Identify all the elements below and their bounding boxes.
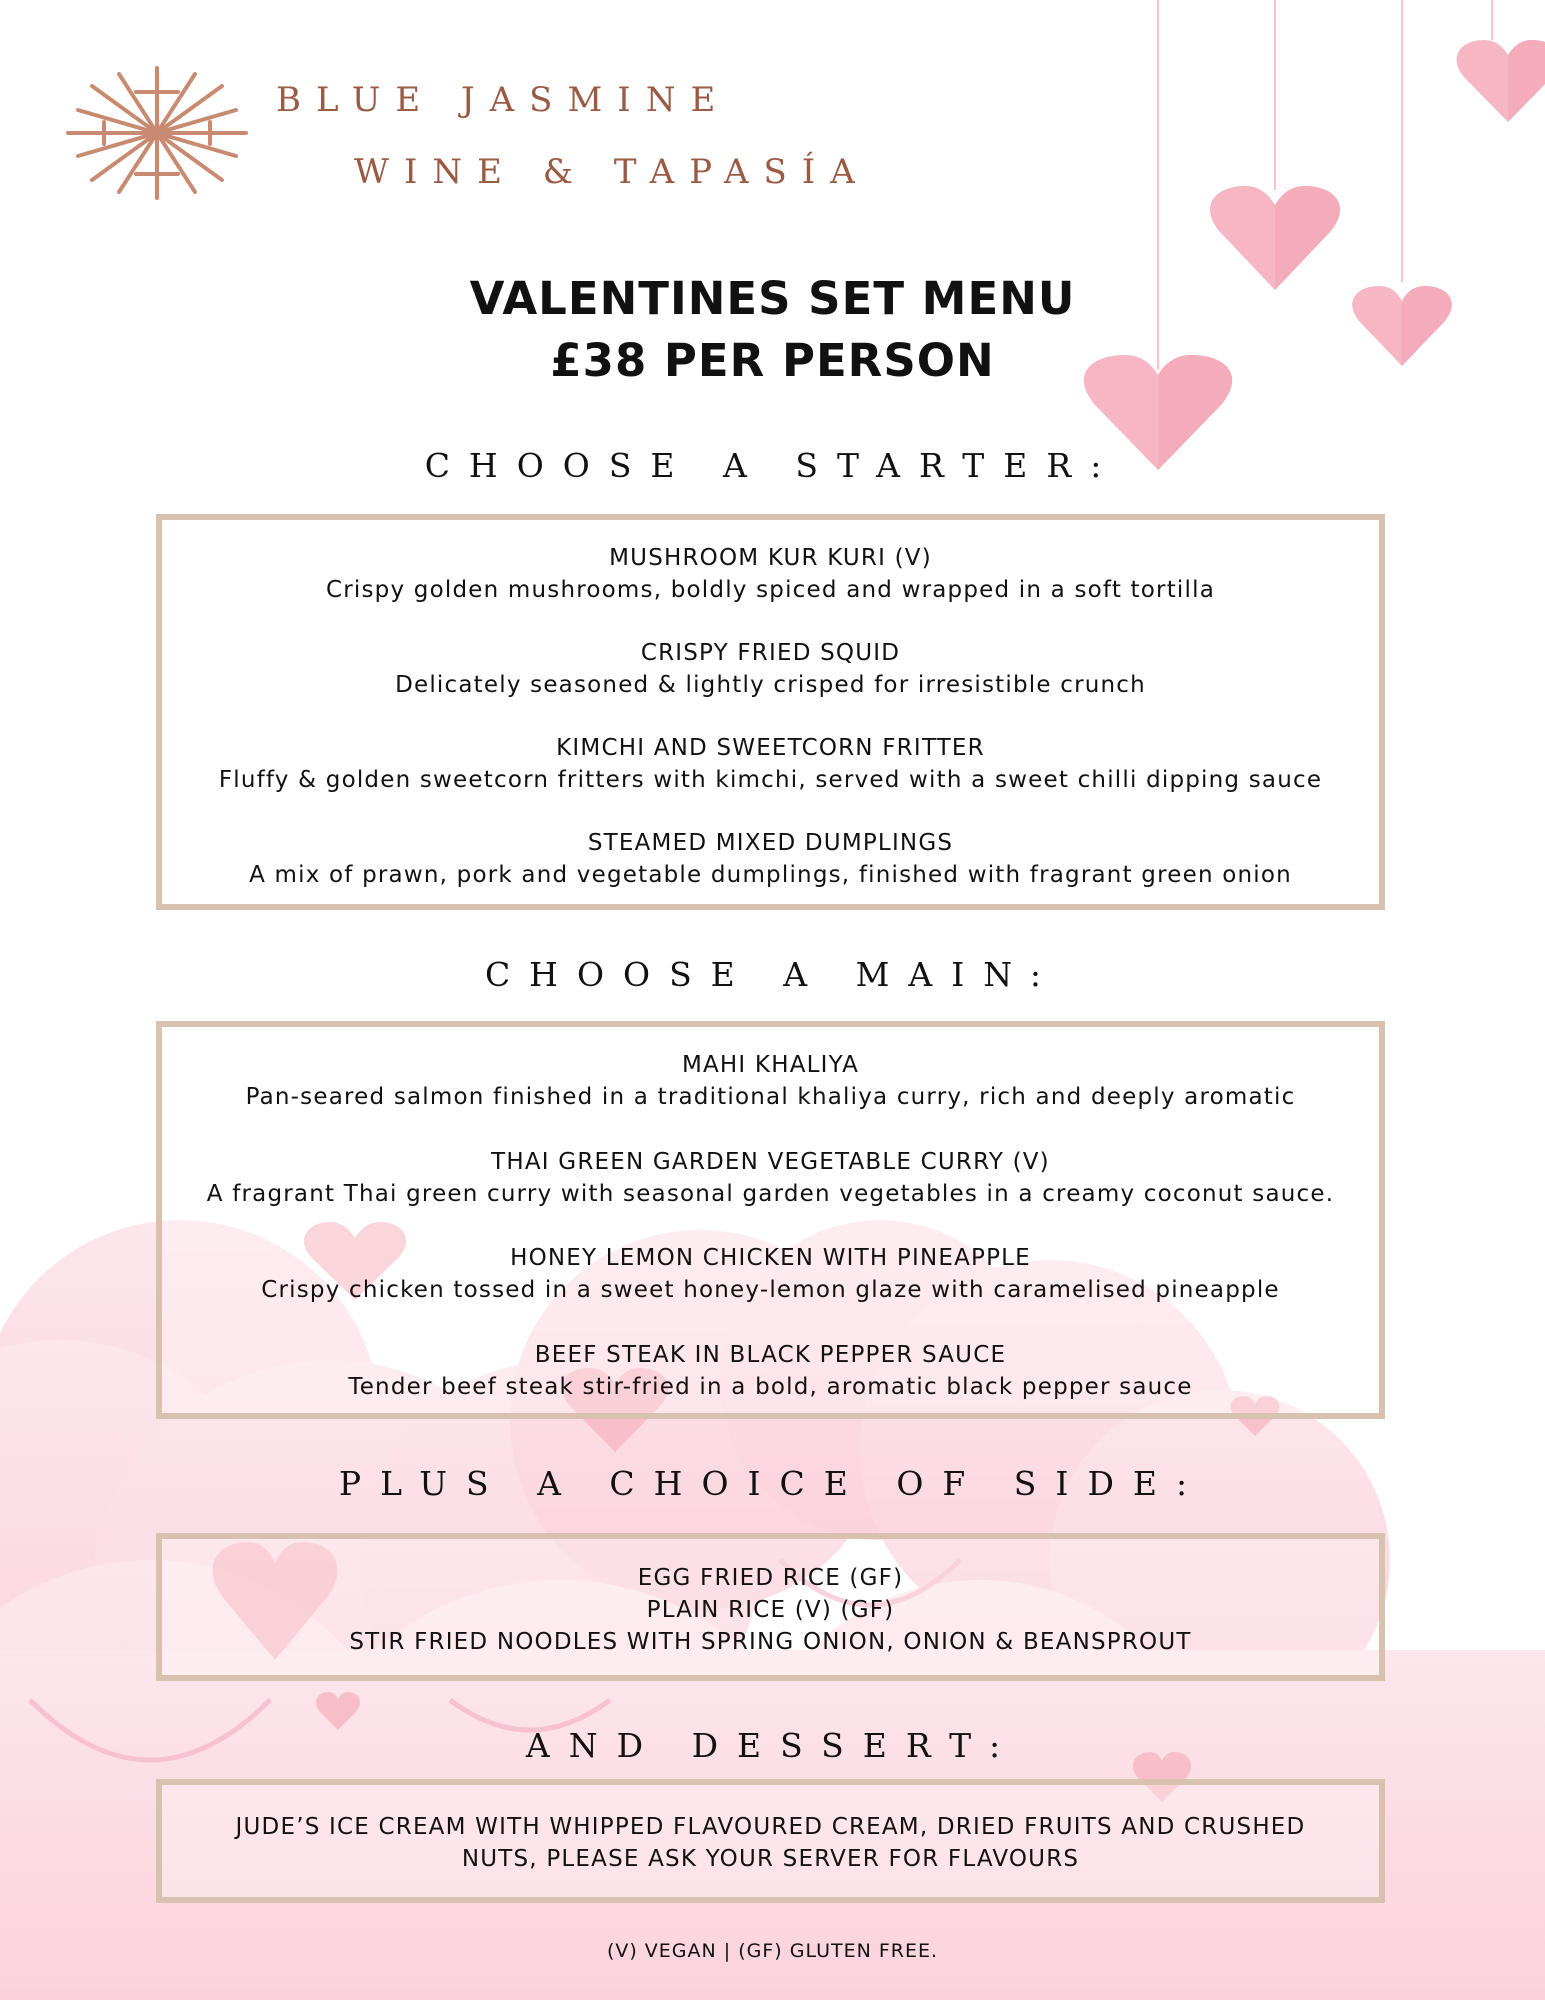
side-item: PLAIN RICE (V) (GF) xyxy=(646,1597,895,1623)
side-box xyxy=(156,1533,1385,1681)
item-description: Pan-seared salmon finished in a traditional khaliya curry, rich and deeply aromatic xyxy=(245,1084,1296,1110)
item-name: THAI GREEN GARDEN VEGETABLE CURRY (V) xyxy=(491,1149,1050,1175)
item-name: MAHI KHALIYA xyxy=(681,1052,860,1078)
brand-name: BLUE JASMINE xyxy=(276,80,731,120)
menu-item xyxy=(162,1146,1379,1210)
dessert-line: NUTS, PLEASE ASK YOUR SERVER FOR FLAVOURS xyxy=(461,1846,1080,1872)
side-item: EGG FRIED RICE (GF) xyxy=(637,1565,904,1591)
menu-item xyxy=(162,542,1379,606)
item-name: KIMCHI AND SWEETCORN FRITTER xyxy=(556,735,985,761)
side-item: STIR FRIED NOODLES WITH SPRING ONION, ONION & BEANSPROUT xyxy=(349,1629,1192,1655)
item-description: Delicately seasoned & lightly crisped for irresistible crunch xyxy=(395,672,1146,698)
menu-item xyxy=(162,732,1379,796)
dessert-line: JUDE’S ICE CREAM WITH WHIPPED FLAVOURED CREAM, DRIED FRUITS AND CRUSHED xyxy=(235,1814,1306,1840)
main-box xyxy=(156,1021,1385,1419)
item-description: A mix of prawn, pork and vegetable dumplings, finished with fragrant green onion xyxy=(249,862,1292,888)
side-list xyxy=(162,1562,1379,1658)
menu-price: £38 PER PERSON xyxy=(550,334,995,387)
menu-title: VALENTINES SET MENU xyxy=(469,272,1076,325)
dessert-box xyxy=(156,1779,1385,1903)
blue-jasmine-logo-icon xyxy=(64,62,250,204)
starter-heading: CHOOSE A STARTER: xyxy=(424,446,1121,485)
item-description: Tender beef steak stir-fried in a bold, aromatic black pepper sauce xyxy=(348,1374,1193,1400)
side-heading: PLUS A CHOICE OF SIDE: xyxy=(338,1464,1207,1503)
menu-item xyxy=(162,1049,1379,1113)
item-description: A fragrant Thai green curry with seasonal garden vegetables in a creamy coconut sauce. xyxy=(206,1181,1335,1207)
item-name: BEEF STEAK IN BLACK PEPPER SAUCE xyxy=(534,1342,1007,1368)
item-name: STEAMED MIXED DUMPLINGS xyxy=(587,830,954,856)
brand-subtitle: WINE & TAPASÍA xyxy=(354,152,870,192)
menu-item xyxy=(162,1242,1379,1306)
item-name: HONEY LEMON CHICKEN WITH PINEAPPLE xyxy=(510,1245,1031,1271)
dessert-description xyxy=(162,1811,1379,1875)
item-description: Crispy chicken tossed in a sweet honey-lemon glaze with caramelised pineapple xyxy=(261,1277,1280,1303)
item-name: MUSHROOM KUR KURI (V) xyxy=(609,545,932,571)
starter-box xyxy=(156,514,1385,910)
menu-item xyxy=(162,827,1379,891)
item-name: CRISPY FRIED SQUID xyxy=(640,640,901,666)
item-description: Crispy golden mushrooms, boldly spiced and wrapped in a soft tortilla xyxy=(325,577,1215,603)
dessert-heading: AND DESSERT: xyxy=(525,1726,1020,1765)
dietary-key: (V) VEGAN | (GF) GLUTEN FREE. xyxy=(606,1940,939,1962)
menu-item xyxy=(162,637,1379,701)
menu-item xyxy=(162,1339,1379,1403)
main-heading: CHOOSE A MAIN: xyxy=(484,955,1061,994)
item-description: Fluffy & golden sweetcorn fritters with kimchi, served with a sweet chilli dipping sauce xyxy=(218,767,1323,793)
